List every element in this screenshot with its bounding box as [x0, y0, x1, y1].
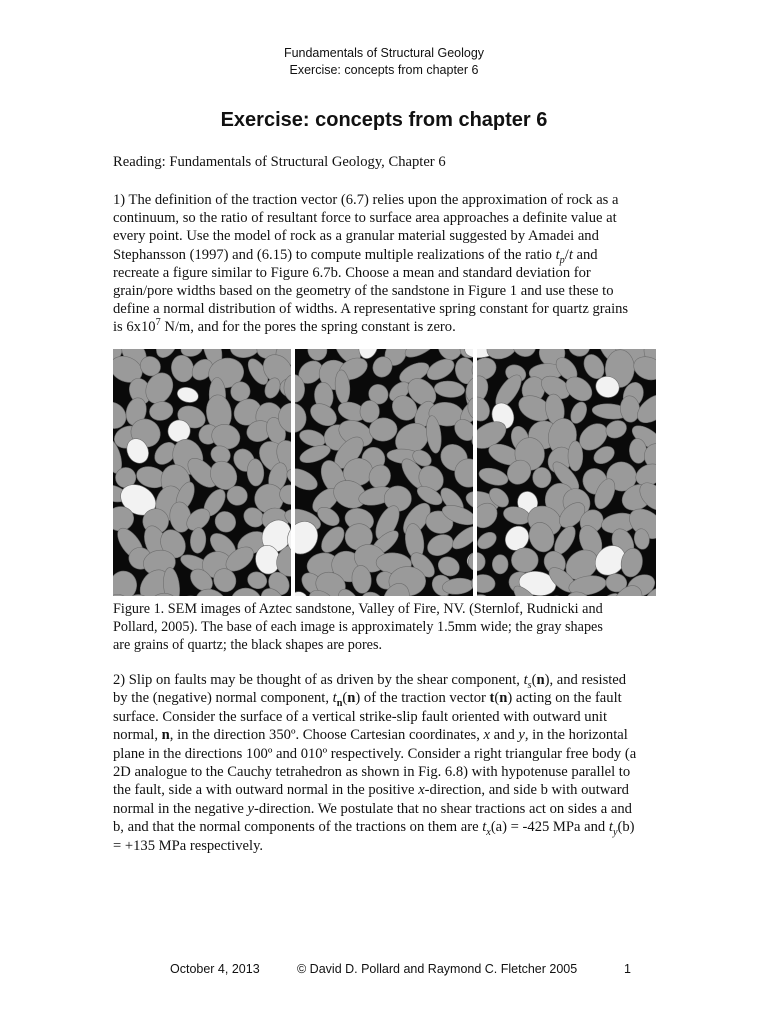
sand-grain [533, 467, 551, 487]
running-header-line-1: Fundamentals of Structural Geology [283, 46, 485, 60]
panel-divider [473, 349, 477, 596]
q1-line: Stephansson (1997) and (6.15) to compute multiple realizations of the ratio $t_p/t$ and [113, 246, 598, 266]
sand-grain [511, 548, 538, 572]
reading-assignment: Reading: Fundamentals of Structural Geology, Chapter 6 [113, 154, 446, 170]
q1-line: every point. Use the model of rock as a granular material suggested by Amadei and [113, 228, 599, 245]
q2-line: the fault, side a with outward normal in the positive x-direction, and side b with outward [113, 782, 629, 799]
q2-line: normal, n, in the direction 350º. Choose Cartesian coordinates, x and y, in the horizontal [113, 727, 628, 744]
sand-grain [568, 441, 583, 471]
sem-image-figure [113, 349, 656, 596]
q2-line: = +135 MPa respectively. [113, 837, 264, 854]
q1-line: recreate a figure similar to Figure 6.7b. Choose a mean and standard deviation for [113, 264, 591, 281]
q1-line: is $6x10^7$ N/m, and for the pores the spring constant is zero. [113, 317, 456, 336]
q2-line: 2) Slip on faults may be thought of as driven by the shear component, $t_s(n)$, and resisted [113, 672, 627, 691]
q2-line: 2D analogue to the Cauchy tetrahedron as shown in Fig. 6.8) with hypotenuse parallel to [113, 764, 631, 781]
page-title: Exercise: concepts from chapter 6 [220, 109, 548, 131]
figure-caption [113, 600, 658, 654]
caption-line: Figure 1. SEM images of Aztec sandstone, Valley of Fire, NV. (Sternlof, Rudnicki and [113, 601, 603, 617]
footer-copyright: © David D. Pollard and Raymond C. Fletcher 2005 [297, 962, 578, 976]
q2-line: plane in the directions 100º and 010º respectively. Consider a right triangular free body (a [113, 745, 637, 762]
question-1 [113, 191, 658, 337]
q2-line: surface. Consider the surface of a vertical strike-slip fault oriented with outward unit [113, 708, 607, 725]
q1-line: grain/pore widths based on the geometry of the sandstone in Figure 1 and use these to [113, 283, 614, 300]
caption-line: are grains of quartz; the black shapes are pores. [113, 637, 383, 653]
q2-line: normal in the negative y-direction. We postulate that no shear tractions act on sides a and [113, 800, 632, 817]
question-2 [113, 671, 658, 855]
q1-line: 1) The definition of the traction vector (6.7) relies upon the approximation of rock as a [113, 192, 619, 208]
q1-line: continuum, so the ratio of resultant force to surface area approaches a definite value at [113, 210, 617, 227]
running-header-line-2: Exercise: concepts from chapter 6 [289, 63, 479, 77]
q2-line: by the (negative) normal component, $t_n(n)$ of the traction vector t(n) acting on the fault [113, 690, 622, 710]
sand-grain [492, 555, 508, 574]
footer-date: October 4, 2013 [170, 962, 260, 976]
page-number: 1 [624, 962, 631, 976]
sem-image-panels [113, 349, 656, 596]
caption-line: Pollard, 2005). The base of each image is approximately 1.5mm wide; the gray shapes [113, 619, 603, 635]
q2-line: b, and that the normal components of the tractions on them are $t_x(a) = -425$ MPa and $t_y(b)$ [113, 819, 635, 839]
q1-line: define a normal distribution of widths. A representative spring constant for quartz grains [113, 301, 629, 318]
panel-divider [291, 349, 295, 596]
